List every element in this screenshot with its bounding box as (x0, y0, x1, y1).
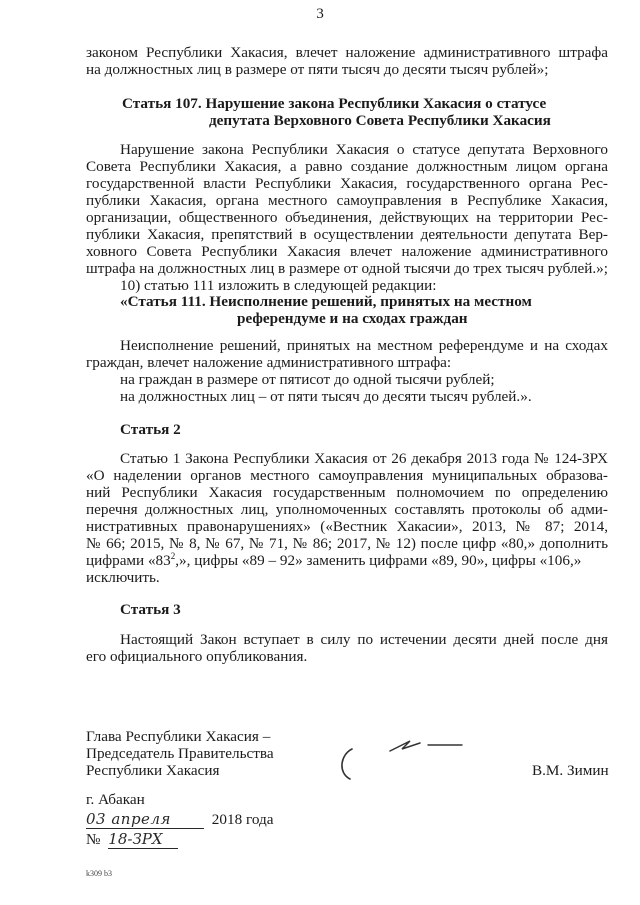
article-107-line: государственной власти Республики Хакасия, государственного органа Рес- (86, 175, 608, 192)
article-111-line: граждан, влечет наложение административного штрафа: (86, 354, 452, 371)
article-2-heading: Статья 2 (120, 421, 181, 438)
article-3-line: его официального опубликования. (86, 648, 308, 665)
article-2-line-7 (86, 550, 608, 570)
intro-line: законом Республики Хакасия, влечет наложение административного штрафа (86, 44, 608, 61)
law-number (86, 831, 178, 849)
article-2-line: ний Республики Хакасия государственным полномочием по определению (86, 484, 608, 501)
article-107-line: организации, общественного объединения, действующих на территории Рес- (86, 209, 608, 226)
article-107-line: Совета Республики Хакасия, а равно создание должностным лицом органа (86, 158, 608, 175)
article-107-heading: депутата Верховного Совета Республики Хакасия (209, 112, 551, 129)
article-2-line-8: исключить. (86, 569, 160, 586)
article-111-line: Неисполнение решений, принятых на местном референдуме и на сходах (120, 337, 608, 354)
article-107-line: публики Хакасия, препятствий в осуществлении деятельности депутата Вер- (86, 226, 608, 243)
handwritten-date: 03 апреля (86, 811, 204, 829)
signatory-title: Председатель Правительства (86, 745, 274, 762)
handwritten-signature (330, 735, 480, 785)
article-2-line: нистративных правонарушениях» («Вестник Хакасии», 2013, № 87; 2014, (86, 518, 608, 535)
city: г. Абакан (86, 791, 145, 808)
handwritten-number: 18-ЗРХ (108, 831, 178, 849)
article-3-line: Настоящий Закон вступает в силу по истечении десяти дней после дня (120, 631, 608, 648)
article-2-line-7-post: ,», цифры «89 – 92» заменить цифрами «89, 90», цифры «106,» (175, 552, 582, 569)
article-3-heading: Статья 3 (120, 601, 181, 618)
superscript: 2 (170, 550, 176, 561)
article-111-heading: референдуме и на сходах граждан (237, 310, 468, 327)
article-107-heading: Статья 107. Нарушение закона Республики Хакасия о статусе (122, 95, 547, 112)
article-111-item: на должностных лиц – от пяти тысяч до десяти тысяч рублей.». (120, 388, 532, 405)
date-line (86, 811, 273, 829)
article-107-line: ховного Совета Республики Хакасия влечет наложение административного (86, 243, 608, 260)
article-111-item: на граждан в размере от пятисот до одной тысячи рублей; (120, 371, 495, 388)
article-107-line: Нарушение закона Республики Хакасия о статусе депутата Верховного (120, 141, 608, 158)
article-2-line-7-pre: цифрами «83 (86, 552, 171, 569)
print-code: k309 b3 (86, 869, 112, 878)
number-sign: № (86, 831, 101, 848)
signatory-title: Республики Хакасия (86, 762, 220, 779)
article-2-line: перечня должностных лиц, уполномоченных составлять протоколы об адми- (86, 501, 608, 518)
page-number: 3 (316, 5, 324, 22)
signatory-name: В.М. Зимин (532, 762, 609, 779)
article-2-line: «О наделении органов местного самоуправления муниципальных образова- (86, 467, 608, 484)
article-111-heading: «Статья 111. Неисполнение решений, принятых на местном (120, 293, 532, 310)
article-107-line: штрафа на должностных лиц в размере от одной тысячи до трех тысяч рублей.»; (86, 260, 608, 277)
signatory-title: Глава Республики Хакасия – (86, 728, 271, 745)
article-107-line: публики Хакасия, органа местного самоуправления в Республике Хакасия, (86, 192, 608, 209)
article-2-line: № 66; 2015, № 8, № 67, № 71, № 86; 2017, № 12) после цифр «80,» дополнить (86, 535, 608, 552)
item-10: 10) статью 111 изложить в следующей редакции: (120, 277, 437, 294)
year: 2018 года (211, 811, 274, 828)
article-2-line: Статью 1 Закона Республики Хакасия от 26 декабря 2013 года № 124-ЗРХ (120, 450, 608, 467)
intro-line: на должностных лиц в размере от пяти тысяч до десяти тысяч рублей»; (86, 61, 549, 78)
